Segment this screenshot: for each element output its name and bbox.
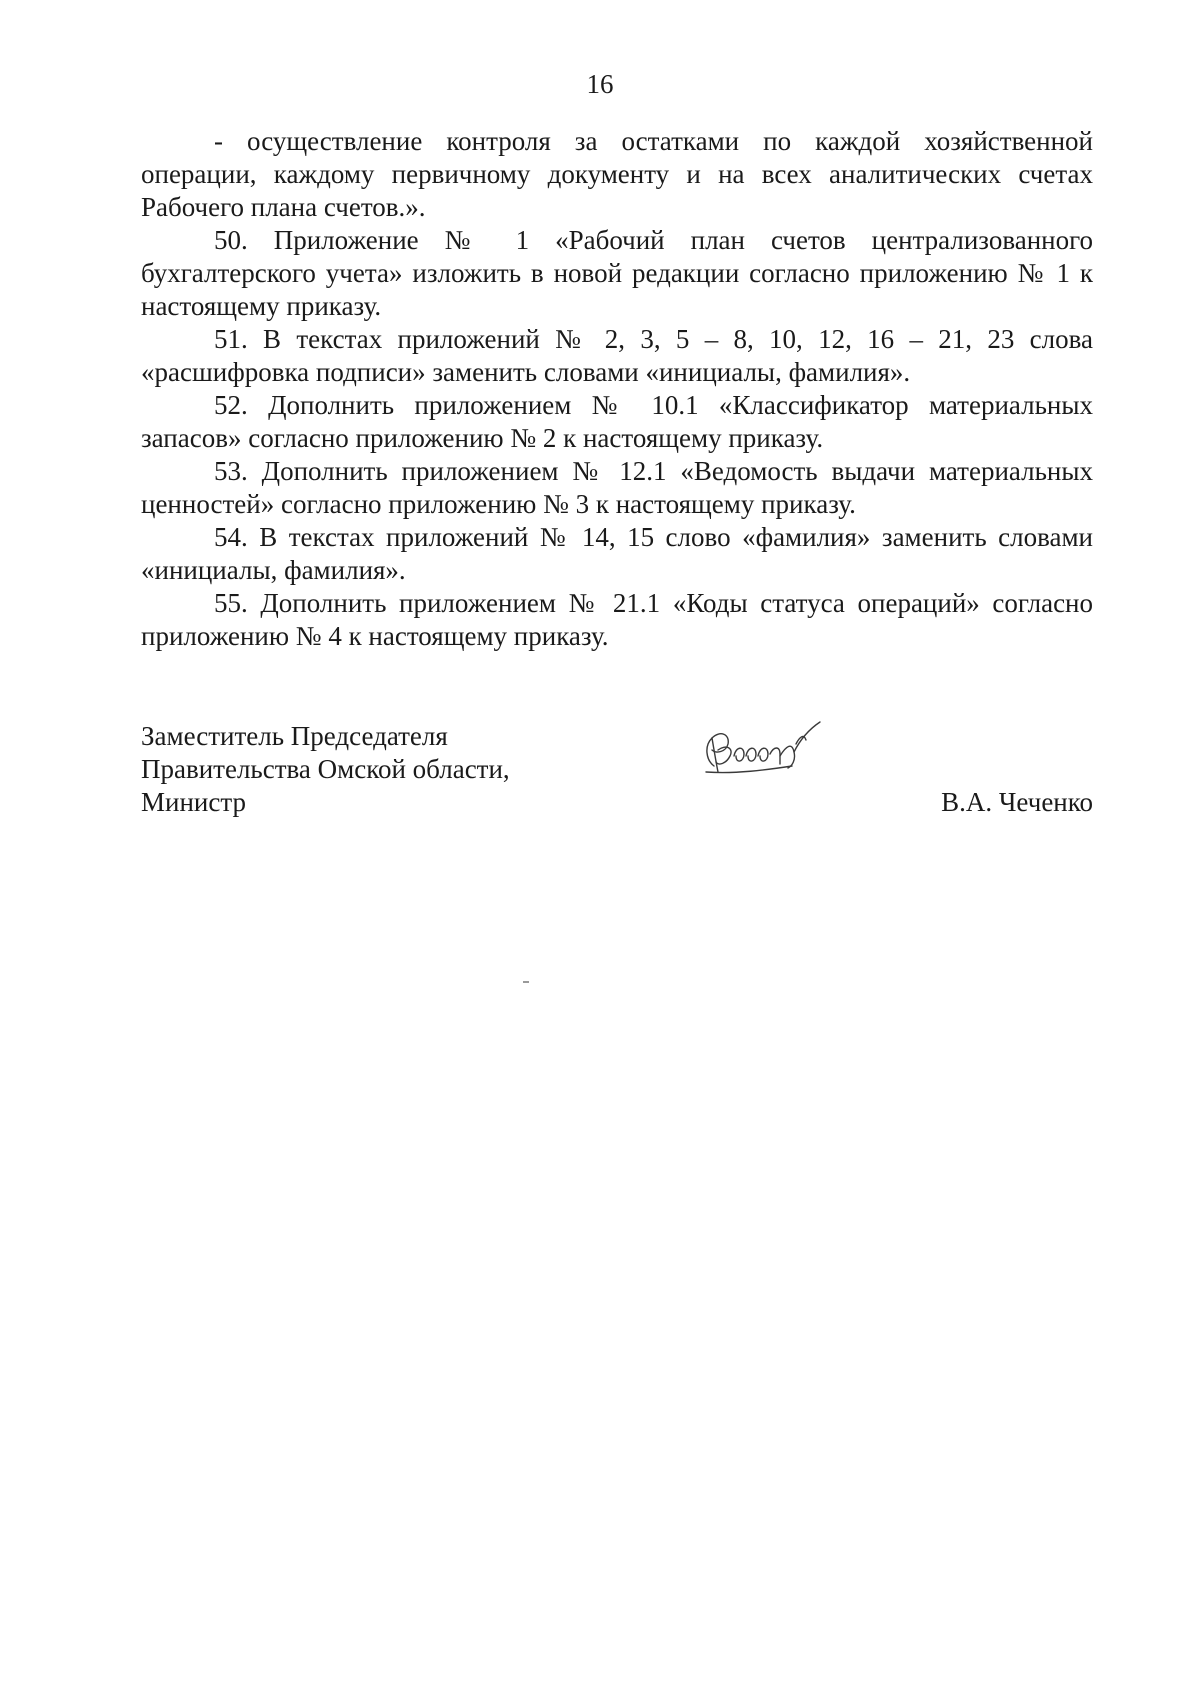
signer-position-line: Заместитель Председателя xyxy=(141,721,448,751)
page-number: 16 xyxy=(586,69,614,99)
paragraph-item-52: 52. Дополнить приложением № 10.1 «Классификатор материальных запасов» согласно приложению № 2 к настоящему приказу. xyxy=(141,390,1093,453)
signer-position-line: Министр xyxy=(141,787,246,817)
paragraph-item-55: 55. Дополнить приложением № 21.1 «Коды статуса операций» согласно приложению № 4 к настоящему приказу. xyxy=(141,588,1093,651)
paragraph-control-clause: - осуществление контроля за остатками по каждой хозяйственной операции, каждому первичному документу и на всех аналитических счетах Рабочего плана счетов.». xyxy=(141,126,1093,222)
signer-name: В.А. Чеченко xyxy=(941,787,1093,817)
document-body xyxy=(141,125,1093,653)
signature-block xyxy=(141,720,1093,850)
paragraph-item-51: 51. В текстах приложений № 2, 3, 5 – 8, 10, 12, 16 – 21, 23 слова «расшифровка подписи» заменить словами «инициалы, фамилия». xyxy=(141,324,1093,387)
signer-position-line: Правительства Омской области, xyxy=(141,754,510,784)
handwritten-signature xyxy=(696,716,846,788)
signer-position xyxy=(141,720,510,819)
scan-speck xyxy=(523,981,529,983)
paragraph-item-54: 54. В текстах приложений № 14, 15 слово «фамилия» заменить словами «инициалы, фамилия». xyxy=(141,522,1093,585)
paragraph-item-53: 53. Дополнить приложением № 12.1 «Ведомость выдачи материальных ценностей» согласно приложению № 3 к настоящему приказу. xyxy=(141,456,1093,519)
paragraph-item-50: 50. Приложение № 1 «Рабочий план счетов централизованного бухгалтерского учета» изложить в новой редакции согласно приложению № 1 к настоящему приказу. xyxy=(141,225,1093,321)
